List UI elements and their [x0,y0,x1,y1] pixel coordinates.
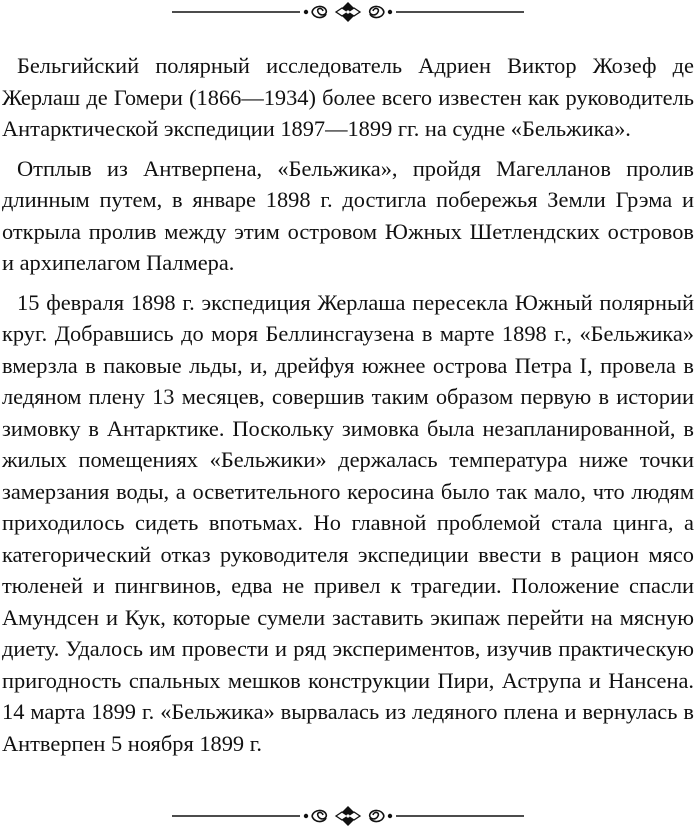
bottom-ornament-divider [0,804,696,830]
top-ornament-divider [0,0,696,26]
paragraph-1: Бельгийский полярный исследователь Адриен Виктор Жозеф де Жерлаш де Гомери (1866—1934) более всего известен как руководитель Антарктической экспедиции 1897—1899 гг. на судне «Бельжика». [2,53,694,141]
flourish-ornament-icon [0,0,696,26]
paragraph-3: 15 февраля 1898 г. экспедиция Жерлаша пересекла Южный полярный круг. Добравшись до моря Беллинсгаузена в марте 1898 г., «Бельжика» вмерзла в паковые льды, и, дрейфуя южнее острова Петра I, провела в ледяном плену 13 месяцев, совершив таким образом первую в истории зимовку в Антарктике. Поскольку зимовка была незапланированной, в жилых помещениях «Бельжики» держалась температура ниже точки замерзания воды, а осветительного керосина было так мало, что людям приходилось сидеть впотьмах. Но главной проблемой стала цинга, а категорический отказ руководителя экспедиции ввести в рацион мясо тюленей и пингвинов, едва не привел к трагедии. Положение спасли Амундсен и Кук, которые сумели заставить экипаж перейти на мясную диету. Удалось им провести и ряд экспериментов, изучив практическую пригодность спальных мешков конструкции Пири, Аструпа и Нансена. 14 марта 1899 г. «Бельжика» вырвалась из ледяного плена и вернулась в Антверпен 5 ноября 1899 г. [2,289,694,756]
flourish-ornament-icon [0,804,696,830]
article-body [2,50,694,759]
paragraph-2: Отплыв из Антверпена, «Бельжика», пройдя Магелланов пролив длинным путем, в январе 1898 г. достигла побережья Земли Грэма и открыла пролив между этим островом Южных Шетлендских островов и архипелагом Палмера. [2,155,694,275]
